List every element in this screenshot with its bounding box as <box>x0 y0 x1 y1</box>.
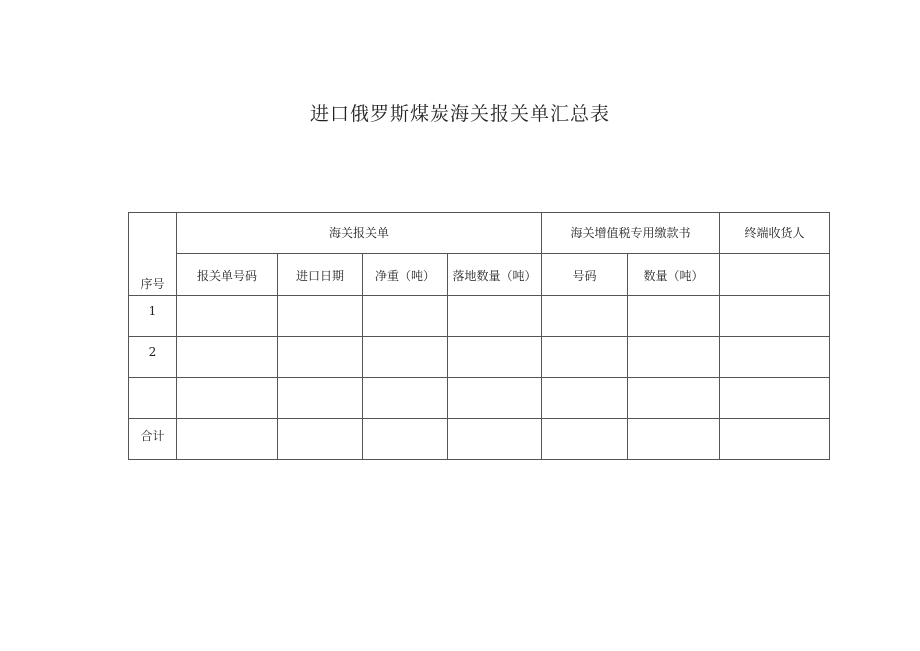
landed-quantity-cell <box>448 337 542 378</box>
import-date-cell <box>278 337 363 378</box>
payment-quantity-cell <box>628 296 720 337</box>
declaration-number-cell <box>177 296 278 337</box>
payment-number-cell <box>542 296 628 337</box>
row-seq <box>129 378 177 419</box>
net-weight-header: 净重（吨） <box>363 254 448 296</box>
document-title: 进口俄罗斯煤炭海关报关单汇总表 <box>309 103 610 125</box>
table-row <box>129 296 830 337</box>
landed-quantity-cell <box>448 378 542 419</box>
net-weight-cell <box>363 337 448 378</box>
vat-payment-group-header: 海关增值税专用缴款书 <box>542 213 720 254</box>
row-seq: 2 <box>129 337 177 378</box>
table-row <box>129 337 830 378</box>
column-header-row <box>129 254 830 296</box>
declaration-number-cell <box>177 378 278 419</box>
total-row <box>129 419 830 460</box>
payment-number-cell <box>542 378 628 419</box>
import-date-cell <box>278 378 363 419</box>
summary-table <box>128 212 830 460</box>
payment-quantity-cell <box>628 337 720 378</box>
table-row <box>129 378 830 419</box>
payment-number-cell <box>542 337 628 378</box>
end-consignee-cell <box>720 419 830 460</box>
landed-quantity-header: 落地数量（吨） <box>448 254 542 296</box>
payment-number-cell <box>542 419 628 460</box>
net-weight-cell <box>363 378 448 419</box>
import-date-cell <box>278 296 363 337</box>
import-date-header: 进口日期 <box>278 254 363 296</box>
landed-quantity-cell <box>448 296 542 337</box>
landed-quantity-cell <box>448 419 542 460</box>
end-consignee-cell <box>720 337 830 378</box>
end-consignee-value-header <box>720 254 830 296</box>
declaration-number-cell <box>177 419 278 460</box>
net-weight-cell <box>363 296 448 337</box>
total-label: 合计 <box>129 419 177 460</box>
group-header-row <box>129 213 830 254</box>
customs-declaration-group-header: 海关报关单 <box>177 213 542 254</box>
import-date-cell <box>278 419 363 460</box>
payment-number-header: 号码 <box>542 254 628 296</box>
payment-quantity-cell <box>628 378 720 419</box>
seq-header: 序号 <box>129 213 177 296</box>
declaration-number-cell <box>177 337 278 378</box>
payment-quantity-cell <box>628 419 720 460</box>
row-seq: 1 <box>129 296 177 337</box>
declaration-number-header: 报关单号码 <box>177 254 278 296</box>
net-weight-cell <box>363 419 448 460</box>
end-consignee-cell <box>720 378 830 419</box>
end-consignee-cell <box>720 296 830 337</box>
payment-quantity-header: 数量（吨） <box>628 254 720 296</box>
end-consignee-header: 终端收货人 <box>720 213 830 254</box>
